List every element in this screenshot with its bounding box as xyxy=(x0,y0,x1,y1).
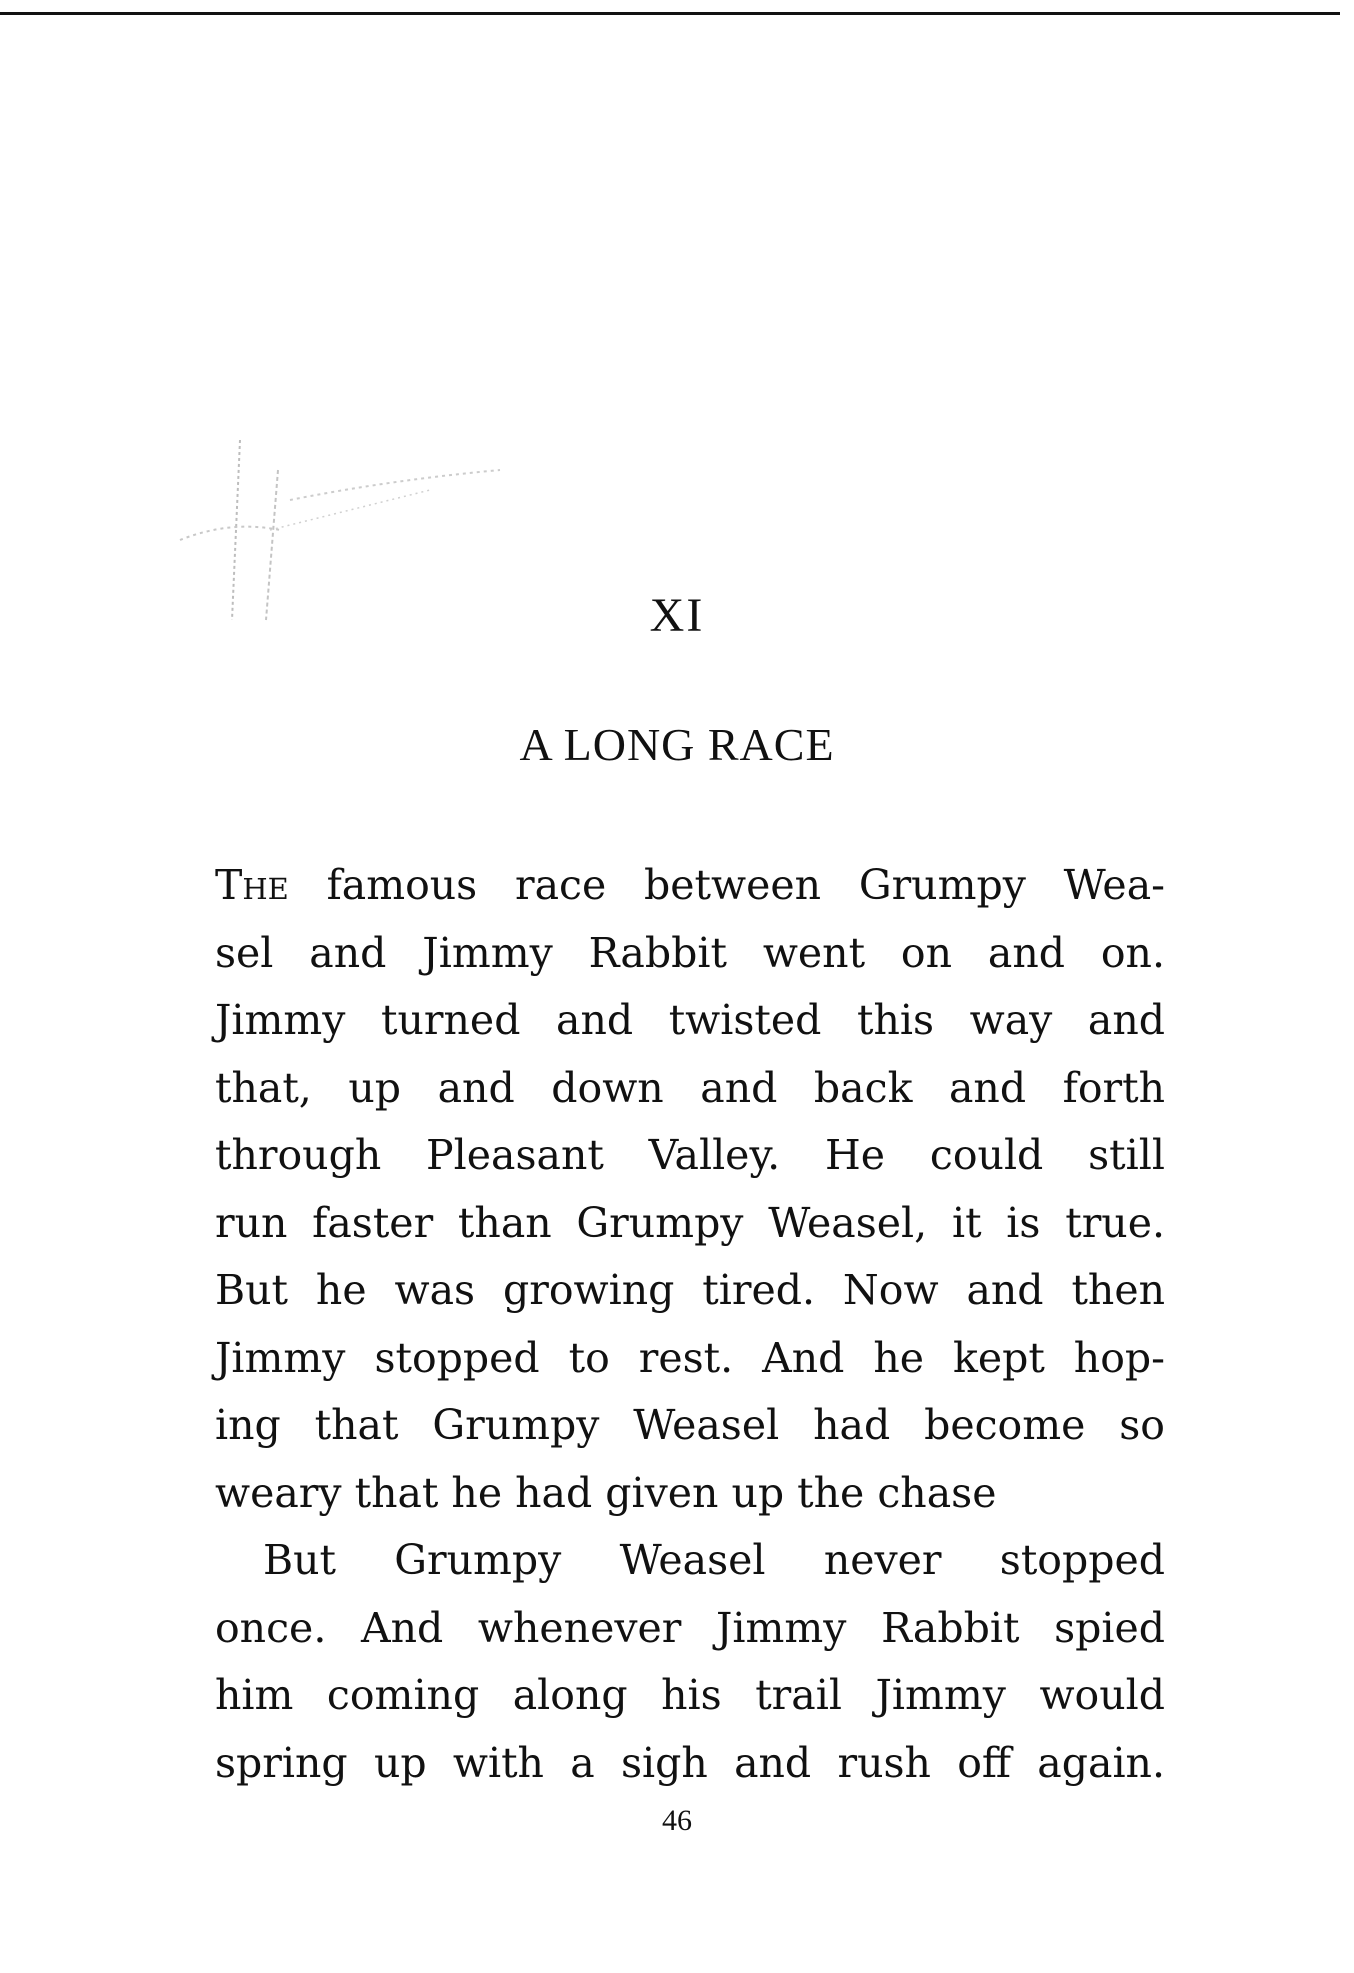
text-line: sel and Jimmy Rabbit went on and on. xyxy=(215,928,1165,977)
text-line: once. And whenever Jimmy Rabbit spied xyxy=(215,1603,1165,1652)
top-rule xyxy=(0,12,1340,15)
text-line: spring up with a sigh and rush off again. xyxy=(215,1738,1165,1787)
text-line: But Grumpy Weasel never stopped xyxy=(263,1536,1165,1584)
text-line: him coming along his trail Jimmy would xyxy=(215,1671,1165,1719)
chapter-title: A LONG RACE xyxy=(519,719,835,770)
text-line: through Pleasant Valley. He could still xyxy=(215,1131,1165,1179)
body-text xyxy=(215,852,1165,1797)
text-line: Jimmy turned and twisted this way and xyxy=(215,996,1165,1044)
text-line: that, up and down and back and forth xyxy=(215,1063,1165,1112)
text-line: run faster than Grumpy Weasel, it is true. xyxy=(215,1198,1165,1247)
text-line-content: famous race between Grumpy Wea- xyxy=(288,861,1165,909)
text-line xyxy=(215,852,1165,920)
text-line: ing that Grumpy Weasel had become so xyxy=(215,1401,1165,1449)
page-number: 46 xyxy=(662,1804,692,1837)
opening-word: The xyxy=(215,861,289,909)
text-line: But he was growing tired. Now and then xyxy=(215,1266,1165,1314)
chapter-number: XI xyxy=(649,589,705,642)
text-line: Jimmy stopped to rest. And he kept hop- xyxy=(215,1333,1165,1382)
text-line: weary that he had given up the chase xyxy=(215,1468,997,1517)
